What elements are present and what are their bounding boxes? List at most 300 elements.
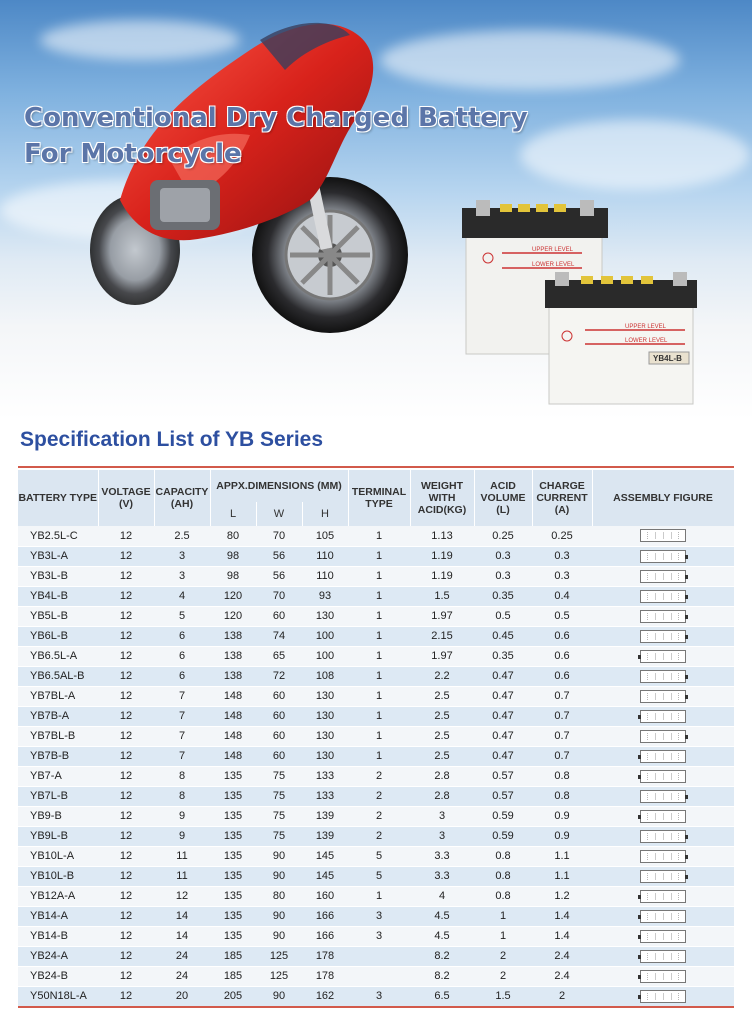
cell-voltage: 12 bbox=[98, 946, 154, 966]
cell-capacity: 4 bbox=[154, 586, 210, 606]
cell-voltage: 12 bbox=[98, 866, 154, 886]
cell-charge-current: 0.7 bbox=[532, 686, 592, 706]
cell-acid-volume: 0.47 bbox=[474, 726, 532, 746]
cell-width: 80 bbox=[256, 886, 302, 906]
cell-terminal: 1 bbox=[348, 746, 410, 766]
cell-assembly-figure bbox=[592, 926, 734, 946]
cell-charge-current: 0.5 bbox=[532, 606, 592, 626]
upper-level-text: UPPER LEVEL bbox=[625, 324, 667, 330]
upper-level-text: UPPER LEVEL bbox=[532, 247, 574, 253]
cell-voltage: 12 bbox=[98, 566, 154, 586]
col-header-acid: ACID VOLUME (L) bbox=[474, 470, 532, 526]
battery-layout-icon bbox=[640, 690, 686, 703]
col-header-capacity: CAPACITY (AH) bbox=[154, 470, 210, 526]
terminal-post-icon bbox=[685, 795, 688, 799]
cell-acid-volume: 0.25 bbox=[474, 526, 532, 546]
cell-capacity: 24 bbox=[154, 946, 210, 966]
cell-voltage: 12 bbox=[98, 526, 154, 546]
cell-voltage: 12 bbox=[98, 766, 154, 786]
hero-banner bbox=[0, 0, 752, 420]
cell-width: 90 bbox=[256, 906, 302, 926]
battery-layout-icon bbox=[640, 890, 686, 903]
cell-length: 135 bbox=[210, 866, 256, 886]
cell-length: 120 bbox=[210, 586, 256, 606]
cell-width: 90 bbox=[256, 866, 302, 886]
cell-battery-type: YB9L-B bbox=[18, 826, 98, 846]
cell-battery-type: YB2.5L-C bbox=[18, 526, 98, 546]
divider-top bbox=[18, 466, 734, 468]
cell-height: 133 bbox=[302, 786, 348, 806]
cell-charge-current: 1.2 bbox=[532, 886, 592, 906]
terminal-post-icon bbox=[685, 555, 688, 559]
battery-layout-icon bbox=[640, 850, 686, 863]
cell-length: 135 bbox=[210, 766, 256, 786]
battery-layout-icon bbox=[640, 710, 686, 723]
spec-table-body bbox=[18, 526, 734, 1006]
battery-layout-icon bbox=[640, 550, 686, 563]
cell-width: 75 bbox=[256, 766, 302, 786]
cell-width: 90 bbox=[256, 986, 302, 1006]
cell-length: 138 bbox=[210, 646, 256, 666]
cell-voltage: 12 bbox=[98, 726, 154, 746]
col-header-battery-type: BATTERY TYPE bbox=[18, 470, 98, 526]
cell-assembly-figure bbox=[592, 846, 734, 866]
table-row bbox=[18, 966, 734, 986]
terminal-post-icon bbox=[638, 775, 641, 779]
terminal-post-icon bbox=[685, 875, 688, 879]
cell-terminal: 2 bbox=[348, 786, 410, 806]
cell-length: 185 bbox=[210, 966, 256, 986]
cell-acid-volume: 0.35 bbox=[474, 586, 532, 606]
terminal-post-icon bbox=[685, 635, 688, 639]
cell-capacity: 20 bbox=[154, 986, 210, 1006]
cell-battery-type: YB7BL-B bbox=[18, 726, 98, 746]
cell-acid-volume: 0.5 bbox=[474, 606, 532, 626]
cell-terminal: 3 bbox=[348, 986, 410, 1006]
cell-capacity: 11 bbox=[154, 866, 210, 886]
cell-capacity: 11 bbox=[154, 846, 210, 866]
cell-voltage: 12 bbox=[98, 886, 154, 906]
cell-assembly-figure bbox=[592, 646, 734, 666]
cell-voltage: 12 bbox=[98, 666, 154, 686]
cell-capacity: 14 bbox=[154, 926, 210, 946]
battery-layout-icon bbox=[640, 790, 686, 803]
cell-length: 98 bbox=[210, 546, 256, 566]
cell-weight: 3 bbox=[410, 806, 474, 826]
cell-height: 100 bbox=[302, 626, 348, 646]
cell-capacity: 6 bbox=[154, 626, 210, 646]
cell-battery-type: YB3L-A bbox=[18, 546, 98, 566]
terminal-post-icon bbox=[638, 895, 641, 899]
battery-image-front bbox=[545, 272, 697, 406]
cell-battery-type: YB14-B bbox=[18, 926, 98, 946]
terminal-post-icon bbox=[685, 575, 688, 579]
cell-terminal: 1 bbox=[348, 566, 410, 586]
cell-height: 108 bbox=[302, 666, 348, 686]
cell-weight: 4 bbox=[410, 886, 474, 906]
cell-weight: 1.19 bbox=[410, 566, 474, 586]
battery-layout-icon bbox=[640, 750, 686, 763]
motorcycle-image bbox=[80, 10, 460, 340]
cell-terminal: 2 bbox=[348, 766, 410, 786]
cell-height: 130 bbox=[302, 706, 348, 726]
cell-acid-volume: 0.3 bbox=[474, 546, 532, 566]
cell-length: 98 bbox=[210, 566, 256, 586]
table-row bbox=[18, 666, 734, 686]
cell-battery-type: YB10L-B bbox=[18, 866, 98, 886]
cell-acid-volume: 0.57 bbox=[474, 766, 532, 786]
cell-battery-type: YB7-A bbox=[18, 766, 98, 786]
cell-voltage: 12 bbox=[98, 966, 154, 986]
battery-layout-icon bbox=[640, 930, 686, 943]
cell-width: 125 bbox=[256, 946, 302, 966]
cell-capacity: 6 bbox=[154, 666, 210, 686]
cell-height: 130 bbox=[302, 686, 348, 706]
cell-length: 135 bbox=[210, 806, 256, 826]
battery-layout-icon bbox=[640, 910, 686, 923]
cell-charge-current: 0.9 bbox=[532, 806, 592, 826]
cell-battery-type: YB7B-A bbox=[18, 706, 98, 726]
cell-acid-volume: 2 bbox=[474, 966, 532, 986]
cell-charge-current: 0.6 bbox=[532, 626, 592, 646]
cell-charge-current: 0.3 bbox=[532, 566, 592, 586]
cell-acid-volume: 0.47 bbox=[474, 666, 532, 686]
cell-voltage: 12 bbox=[98, 646, 154, 666]
cell-terminal: 1 bbox=[348, 586, 410, 606]
cell-weight: 2.5 bbox=[410, 706, 474, 726]
cell-length: 135 bbox=[210, 846, 256, 866]
table-row bbox=[18, 646, 734, 666]
cell-terminal: 1 bbox=[348, 646, 410, 666]
hero-title-line2: For Motorcycle bbox=[24, 139, 242, 169]
cell-weight: 1.13 bbox=[410, 526, 474, 546]
cell-weight: 4.5 bbox=[410, 906, 474, 926]
terminal-post-icon bbox=[685, 735, 688, 739]
cell-weight: 2.8 bbox=[410, 766, 474, 786]
col-header-length: L bbox=[210, 502, 256, 526]
cell-charge-current: 0.7 bbox=[532, 706, 592, 726]
terminal-post-icon bbox=[685, 675, 688, 679]
cell-height: 110 bbox=[302, 566, 348, 586]
cell-charge-current: 0.7 bbox=[532, 726, 592, 746]
terminal-post-icon bbox=[638, 915, 641, 919]
cell-width: 90 bbox=[256, 926, 302, 946]
cell-battery-type: YB3L-B bbox=[18, 566, 98, 586]
spec-table bbox=[18, 470, 735, 1007]
cell-battery-type: Y50N18L-A bbox=[18, 986, 98, 1006]
cell-battery-type: YB4L-B bbox=[18, 586, 98, 606]
cell-height: 139 bbox=[302, 806, 348, 826]
cell-height: 178 bbox=[302, 966, 348, 986]
cell-voltage: 12 bbox=[98, 786, 154, 806]
cell-length: 135 bbox=[210, 926, 256, 946]
table-row bbox=[18, 566, 734, 586]
cell-terminal: 1 bbox=[348, 666, 410, 686]
battery-layout-icon bbox=[640, 610, 686, 623]
battery-layout-icon bbox=[640, 730, 686, 743]
cell-weight: 3.3 bbox=[410, 866, 474, 886]
cell-charge-current: 0.4 bbox=[532, 586, 592, 606]
cell-charge-current: 1.4 bbox=[532, 926, 592, 946]
cell-terminal: 1 bbox=[348, 606, 410, 626]
table-row bbox=[18, 766, 734, 786]
cell-terminal: 1 bbox=[348, 526, 410, 546]
cell-terminal: 3 bbox=[348, 926, 410, 946]
cell-weight: 8.2 bbox=[410, 966, 474, 986]
cell-width: 56 bbox=[256, 566, 302, 586]
cell-height: 162 bbox=[302, 986, 348, 1006]
cell-capacity: 8 bbox=[154, 786, 210, 806]
cell-acid-volume: 1 bbox=[474, 906, 532, 926]
cell-assembly-figure bbox=[592, 826, 734, 846]
cell-weight: 2.8 bbox=[410, 786, 474, 806]
cell-length: 138 bbox=[210, 666, 256, 686]
cell-width: 75 bbox=[256, 826, 302, 846]
cell-capacity: 8 bbox=[154, 766, 210, 786]
table-row bbox=[18, 906, 734, 926]
table-row bbox=[18, 686, 734, 706]
cell-height: 178 bbox=[302, 946, 348, 966]
cell-terminal: 1 bbox=[348, 706, 410, 726]
cell-charge-current: 0.6 bbox=[532, 666, 592, 686]
table-row bbox=[18, 526, 734, 546]
terminal-post-icon bbox=[685, 615, 688, 619]
cell-assembly-figure bbox=[592, 726, 734, 746]
cell-charge-current: 0.8 bbox=[532, 766, 592, 786]
cell-height: 105 bbox=[302, 526, 348, 546]
cell-length: 205 bbox=[210, 986, 256, 1006]
cell-width: 90 bbox=[256, 846, 302, 866]
cell-height: 110 bbox=[302, 546, 348, 566]
cell-battery-type: YB6L-B bbox=[18, 626, 98, 646]
battery-layout-icon bbox=[640, 590, 686, 603]
cell-assembly-figure bbox=[592, 766, 734, 786]
cell-assembly-figure bbox=[592, 886, 734, 906]
table-row bbox=[18, 706, 734, 726]
cell-voltage: 12 bbox=[98, 746, 154, 766]
cell-acid-volume: 0.8 bbox=[474, 886, 532, 906]
cell-voltage: 12 bbox=[98, 986, 154, 1006]
cell-voltage: 12 bbox=[98, 606, 154, 626]
hero-title bbox=[24, 100, 528, 172]
cell-terminal: 2 bbox=[348, 826, 410, 846]
cell-battery-type: YB10L-A bbox=[18, 846, 98, 866]
cell-width: 72 bbox=[256, 666, 302, 686]
cell-acid-volume: 0.3 bbox=[474, 566, 532, 586]
terminal-post-icon bbox=[638, 935, 641, 939]
cell-acid-volume: 0.47 bbox=[474, 746, 532, 766]
cell-assembly-figure bbox=[592, 686, 734, 706]
terminal-post-icon bbox=[638, 755, 641, 759]
cell-acid-volume: 0.47 bbox=[474, 686, 532, 706]
cell-width: 70 bbox=[256, 586, 302, 606]
cell-width: 75 bbox=[256, 806, 302, 826]
cell-battery-type: YB5L-B bbox=[18, 606, 98, 626]
table-row bbox=[18, 886, 734, 906]
cell-acid-volume: 2 bbox=[474, 946, 532, 966]
cell-assembly-figure bbox=[592, 946, 734, 966]
cell-weight: 3 bbox=[410, 826, 474, 846]
battery-layout-icon bbox=[640, 830, 686, 843]
cell-terminal: 2 bbox=[348, 806, 410, 826]
cell-charge-current: 2 bbox=[532, 986, 592, 1006]
table-row bbox=[18, 946, 734, 966]
cell-weight: 2.5 bbox=[410, 726, 474, 746]
table-row bbox=[18, 866, 734, 886]
cell-capacity: 3 bbox=[154, 546, 210, 566]
cell-length: 185 bbox=[210, 946, 256, 966]
cell-assembly-figure bbox=[592, 586, 734, 606]
battery-layout-icon bbox=[640, 810, 686, 823]
col-header-weight: WEIGHT WITH ACID(KG) bbox=[410, 470, 474, 526]
battery-layout-icon bbox=[640, 570, 686, 583]
col-header-width: W bbox=[256, 502, 302, 526]
cell-assembly-figure bbox=[592, 906, 734, 926]
cell-width: 65 bbox=[256, 646, 302, 666]
battery-layout-icon bbox=[640, 529, 686, 542]
cell-battery-type: YB7BL-A bbox=[18, 686, 98, 706]
battery-layout-icon bbox=[640, 630, 686, 643]
cell-battery-type: YB24-A bbox=[18, 946, 98, 966]
cell-width: 75 bbox=[256, 786, 302, 806]
terminal-post-icon bbox=[638, 955, 641, 959]
cell-capacity: 5 bbox=[154, 606, 210, 626]
cell-terminal: 1 bbox=[348, 546, 410, 566]
cell-capacity: 7 bbox=[154, 746, 210, 766]
cell-width: 56 bbox=[256, 546, 302, 566]
table-row bbox=[18, 726, 734, 746]
cell-charge-current: 1.1 bbox=[532, 866, 592, 886]
cell-assembly-figure bbox=[592, 746, 734, 766]
cell-terminal: 3 bbox=[348, 906, 410, 926]
cell-assembly-figure bbox=[592, 806, 734, 826]
cell-voltage: 12 bbox=[98, 906, 154, 926]
cell-height: 100 bbox=[302, 646, 348, 666]
cell-acid-volume: 0.45 bbox=[474, 626, 532, 646]
cell-charge-current: 1.1 bbox=[532, 846, 592, 866]
cell-terminal: 1 bbox=[348, 686, 410, 706]
col-header-dimensions: APPX.DIMENSIONS (MM) bbox=[210, 470, 348, 502]
battery-model-label: YB4L-B bbox=[653, 354, 682, 363]
table-row bbox=[18, 986, 734, 1006]
cell-height: 160 bbox=[302, 886, 348, 906]
cell-capacity: 7 bbox=[154, 726, 210, 746]
cell-width: 60 bbox=[256, 606, 302, 626]
cell-voltage: 12 bbox=[98, 846, 154, 866]
cell-capacity: 12 bbox=[154, 886, 210, 906]
terminal-post-icon bbox=[685, 855, 688, 859]
col-header-height: H bbox=[302, 502, 348, 526]
cell-battery-type: YB6.5AL-B bbox=[18, 666, 98, 686]
cell-assembly-figure bbox=[592, 786, 734, 806]
cell-length: 148 bbox=[210, 706, 256, 726]
cell-weight: 1.19 bbox=[410, 546, 474, 566]
cell-charge-current: 0.9 bbox=[532, 826, 592, 846]
cell-voltage: 12 bbox=[98, 926, 154, 946]
cell-assembly-figure bbox=[592, 566, 734, 586]
cell-charge-current: 2.4 bbox=[532, 966, 592, 986]
battery-layout-icon bbox=[640, 670, 686, 683]
cell-height: 139 bbox=[302, 826, 348, 846]
cell-terminal: 1 bbox=[348, 626, 410, 646]
col-header-charge: CHARGE CURRENT (A) bbox=[532, 470, 592, 526]
cell-weight: 2.5 bbox=[410, 746, 474, 766]
cell-weight: 3.3 bbox=[410, 846, 474, 866]
cell-battery-type: YB14-A bbox=[18, 906, 98, 926]
cell-height: 130 bbox=[302, 746, 348, 766]
cell-acid-volume: 0.35 bbox=[474, 646, 532, 666]
cell-assembly-figure bbox=[592, 666, 734, 686]
cell-assembly-figure bbox=[592, 546, 734, 566]
cell-acid-volume: 0.59 bbox=[474, 826, 532, 846]
table-row bbox=[18, 606, 734, 626]
cell-acid-volume: 1.5 bbox=[474, 986, 532, 1006]
cell-assembly-figure bbox=[592, 706, 734, 726]
cell-charge-current: 0.25 bbox=[532, 526, 592, 546]
cell-weight: 2.2 bbox=[410, 666, 474, 686]
terminal-post-icon bbox=[638, 815, 641, 819]
table-row bbox=[18, 786, 734, 806]
cell-charge-current: 0.7 bbox=[532, 746, 592, 766]
cell-terminal: 1 bbox=[348, 726, 410, 746]
cell-capacity: 24 bbox=[154, 966, 210, 986]
table-row bbox=[18, 846, 734, 866]
cell-capacity: 7 bbox=[154, 706, 210, 726]
cell-assembly-figure bbox=[592, 606, 734, 626]
cell-capacity: 2.5 bbox=[154, 526, 210, 546]
cell-length: 148 bbox=[210, 746, 256, 766]
cell-battery-type: YB7B-B bbox=[18, 746, 98, 766]
cell-weight: 1.97 bbox=[410, 646, 474, 666]
cell-length: 135 bbox=[210, 826, 256, 846]
cell-width: 125 bbox=[256, 966, 302, 986]
cell-weight: 1.5 bbox=[410, 586, 474, 606]
battery-layout-icon bbox=[640, 990, 686, 1003]
cell-width: 74 bbox=[256, 626, 302, 646]
table-row bbox=[18, 546, 734, 566]
cell-charge-current: 1.4 bbox=[532, 906, 592, 926]
cell-voltage: 12 bbox=[98, 586, 154, 606]
cell-assembly-figure bbox=[592, 626, 734, 646]
cell-weight: 2.5 bbox=[410, 686, 474, 706]
cell-length: 135 bbox=[210, 906, 256, 926]
cell-acid-volume: 0.59 bbox=[474, 806, 532, 826]
cell-height: 145 bbox=[302, 846, 348, 866]
battery-layout-icon bbox=[640, 970, 686, 983]
battery-layout-icon bbox=[640, 950, 686, 963]
cell-width: 60 bbox=[256, 686, 302, 706]
hero-title-line1: Conventional Dry Charged Battery bbox=[24, 103, 528, 133]
cell-assembly-figure bbox=[592, 966, 734, 986]
cell-capacity: 7 bbox=[154, 686, 210, 706]
cell-terminal: 5 bbox=[348, 846, 410, 866]
cell-acid-volume: 1 bbox=[474, 926, 532, 946]
cell-height: 145 bbox=[302, 866, 348, 886]
lower-level-text: LOWER LEVEL bbox=[532, 262, 575, 268]
cell-voltage: 12 bbox=[98, 626, 154, 646]
table-row bbox=[18, 826, 734, 846]
col-header-voltage: VOLTAGE (V) bbox=[98, 470, 154, 526]
cell-capacity: 9 bbox=[154, 826, 210, 846]
cell-height: 133 bbox=[302, 766, 348, 786]
divider-bottom bbox=[18, 1006, 734, 1008]
cell-charge-current: 2.4 bbox=[532, 946, 592, 966]
cell-width: 60 bbox=[256, 706, 302, 726]
cell-weight: 4.5 bbox=[410, 926, 474, 946]
cell-weight: 8.2 bbox=[410, 946, 474, 966]
cell-acid-volume: 0.8 bbox=[474, 846, 532, 866]
terminal-post-icon bbox=[638, 995, 641, 999]
